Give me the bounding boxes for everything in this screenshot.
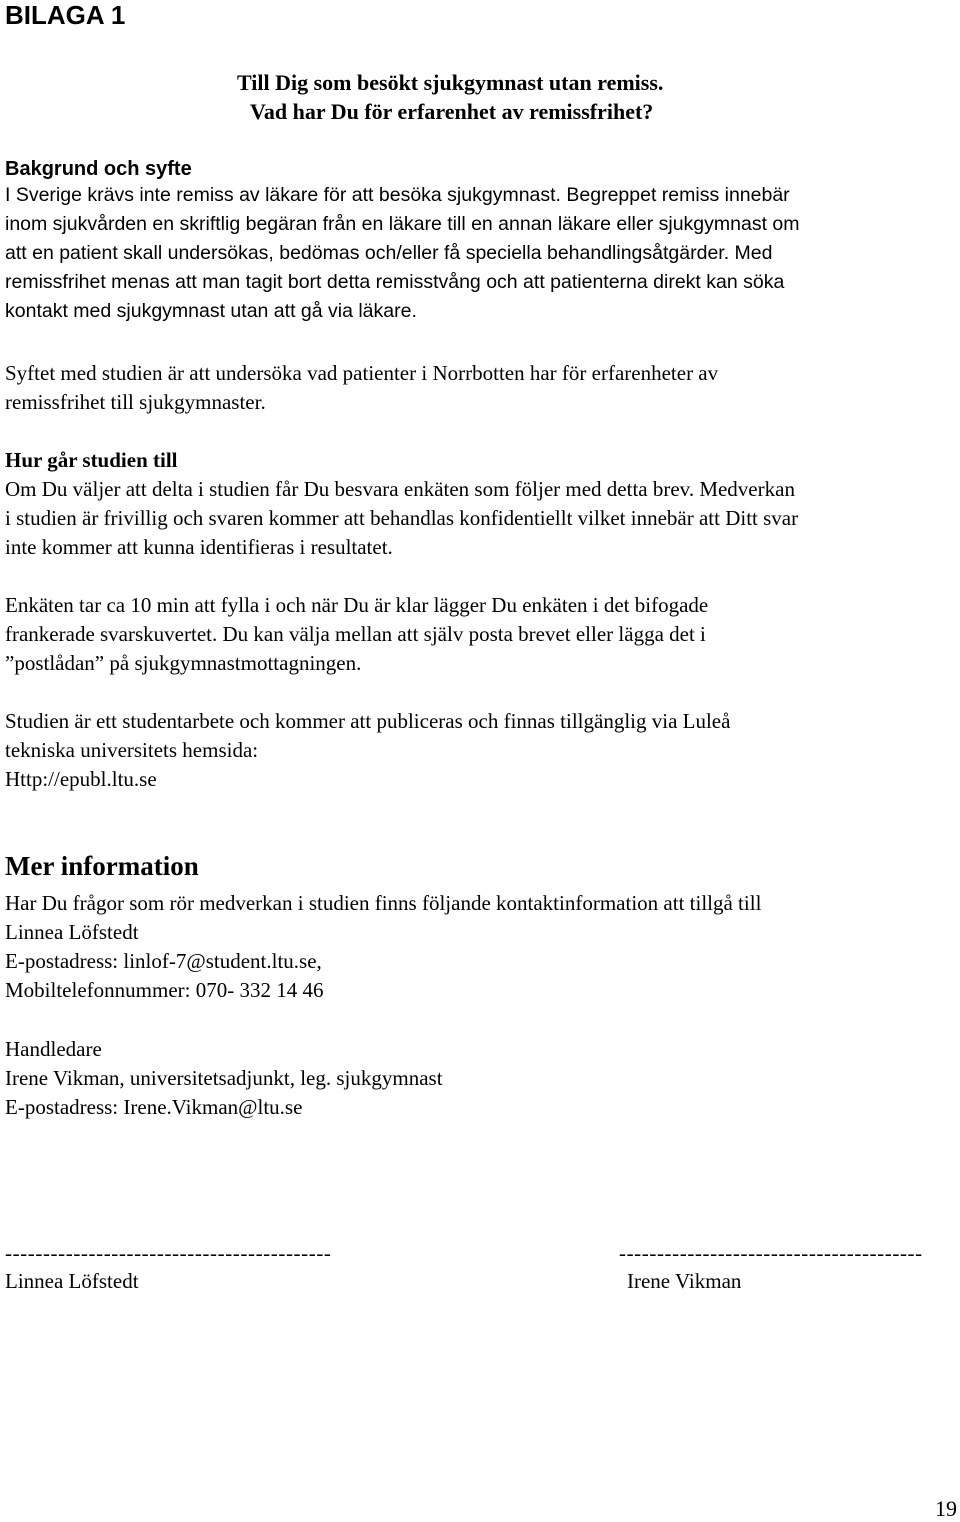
publish-paragraph <box>5 707 960 794</box>
supervisor-name: Irene Vikman, universitetsadjunkt, leg. sjukgymnast <box>5 1066 443 1090</box>
page-number: 19 <box>935 1496 957 1521</box>
how-paragraph <box>5 475 960 562</box>
purpose-line: remissfrihet till sjukgymnaster. <box>5 390 266 414</box>
contact-line: Har Du frågor som rör medverkan i studien finns följande kontaktinformation att tillgå till <box>5 891 762 915</box>
contact-name: Linnea Löfstedt <box>5 920 139 944</box>
survey-line: ”postlådan” på sjukgymnastmottagningen. <box>5 651 362 675</box>
more-info-heading: Mer information <box>5 851 199 881</box>
publication-link[interactable]: Http://epubl.ltu.se <box>5 767 157 791</box>
how-line: i studien är frivillig och svaren kommer att behandlas konfidentiellt vilket innebär att Ditt svar <box>5 506 799 530</box>
survey-paragraph <box>5 591 960 678</box>
signature-name-left: Linnea Löfstedt <box>5 1269 139 1293</box>
background-line: att en patient skall undersökas, bedömas och/eller få speciella behandlingsåtgärder. Med <box>5 242 773 264</box>
supervisor-email[interactable]: E-postadress: Irene.Vikman@ltu.se <box>5 1095 303 1119</box>
background-line: inom sjukvården en skriftlig begäran från en läkare till en annan läkare eller sjukgymnast om <box>5 213 800 235</box>
publish-line: tekniska universitets hemsida: <box>5 738 259 762</box>
letter-title-line-2: Vad har Du för erfarenhet av remissfrihet? <box>250 99 654 124</box>
purpose-paragraph <box>5 359 960 417</box>
how-heading: Hur går studien till <box>5 448 178 472</box>
supervisor-label: Handledare <box>5 1037 102 1061</box>
purpose-line: Syftet med studien är att undersöka vad patienter i Norrbotten har för erfarenheter av <box>5 361 719 385</box>
how-line: inte kommer att kunna identifieras i resultatet. <box>5 535 393 559</box>
background-line: I Sverige krävs inte remiss av läkare för att besöka sjukgymnast. Begreppet remiss innebär <box>5 184 790 206</box>
supervisor-paragraph <box>5 1035 960 1122</box>
how-line: Om Du väljer att delta i studien får Du besvara enkäten som följer med detta brev. Medverkan <box>5 477 795 501</box>
signature-name-right: Irene Vikman <box>627 1269 742 1293</box>
background-heading: Bakgrund och syfte <box>5 158 192 180</box>
contact-phone: Mobiltelefonnummer: 070- 332 14 46 <box>5 978 324 1002</box>
publish-line: Studien är ett studentarbete och kommer att publiceras och finnas tillgänglig via Luleå <box>5 709 731 733</box>
letter-title-line-1: Till Dig som besökt sjukgymnast utan remiss. <box>237 70 664 95</box>
background-paragraph <box>5 181 960 326</box>
attachment-label: BILAGA 1 <box>5 0 126 30</box>
background-line: kontakt med sjukgymnast utan att gå via läkare. <box>5 300 417 322</box>
signature-line-right: ---------------------------------------- <box>619 1241 923 1265</box>
contact-paragraph <box>5 889 960 1005</box>
survey-line: Enkäten tar ca 10 min att fylla i och när Du är klar lägger Du enkäten i det bifogade <box>5 593 709 617</box>
background-line: remissfrihet menas att man tagit bort detta remisstvång och att patienterna direkt kan söka <box>5 271 785 293</box>
contact-email[interactable]: E-postadress: linlof-7@student.ltu.se, <box>5 949 322 973</box>
survey-line: frankerade svarskuvertet. Du kan välja mellan att själv posta brevet eller lägga det i <box>5 622 706 646</box>
signature-line-left: ------------------------------------------- <box>5 1241 332 1265</box>
